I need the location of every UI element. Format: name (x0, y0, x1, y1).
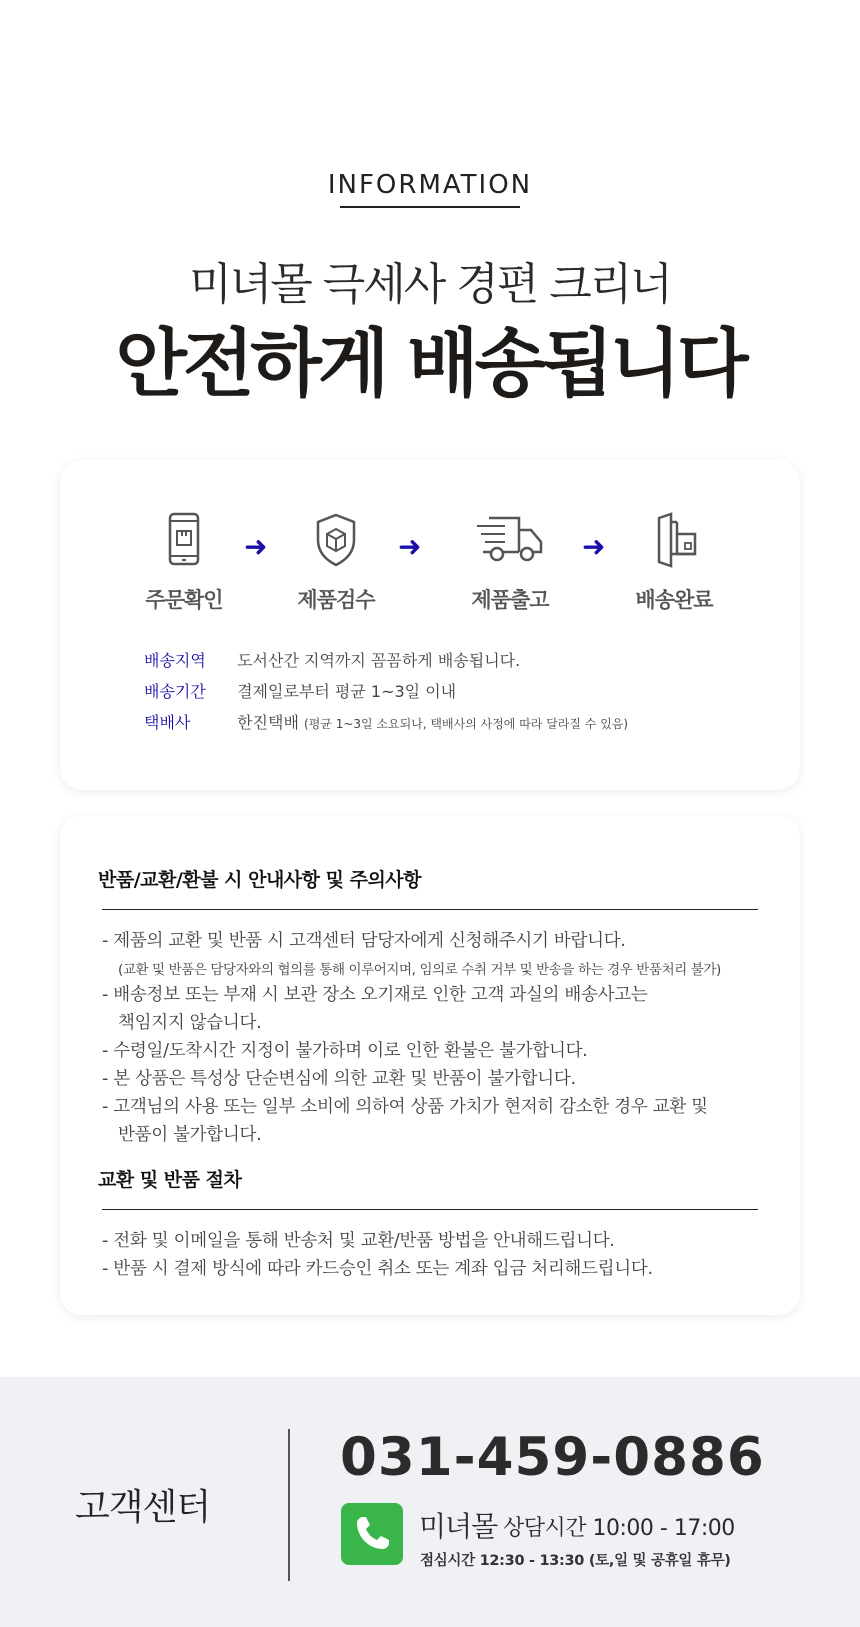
customer-center-footer (0, 1377, 860, 1627)
notice-line: 책임지지 않습니다. (118, 1013, 262, 1033)
door-box-icon (639, 512, 709, 568)
shipping-area-row (144, 648, 520, 671)
arrow-right-icon: ➜ (582, 530, 606, 563)
procedure-line: - 반품 시 결제 방식에 따라 카드승인 취소 또는 계좌 입금 처리해드립니다. (102, 1259, 653, 1279)
shipping-period-row (144, 679, 456, 702)
notice-line: - 배송정보 또는 부재 시 보관 장소 오기재로 인한 고객 과실의 배송사고는 (102, 985, 648, 1005)
arrow-right-icon: ➜ (398, 530, 422, 563)
shipping-value: 한진택배 (237, 713, 299, 732)
shipping-value: 도서산간 지역까지 꼼꼼하게 배송됩니다. (237, 651, 521, 670)
step-inspection (256, 512, 416, 614)
shipping-value: 결제일로부터 평균 1~3일 이내 (237, 682, 457, 701)
notice-line: - 수령일/도착시간 지정이 불가하며 이로 인한 환불은 불가합니다. (102, 1041, 588, 1061)
procedure-title: 교환 및 반품 절차 (98, 1169, 242, 1191)
step-label: 제품검수 (297, 588, 375, 612)
shipping-key: 택배사 (144, 713, 191, 732)
notice-line: - 제품의 교환 및 반품 시 고객센터 담당자에게 신청해주시기 바랍니다. (102, 931, 626, 951)
arrow-right-icon: ➜ (244, 530, 268, 563)
procedure-line: - 전화 및 이메일을 통해 반송처 및 교환/반품 방법을 안내해드립니다. (102, 1231, 615, 1251)
shipping-card (60, 460, 800, 790)
section-divider (102, 1209, 758, 1210)
customer-center-label: 고객센터 (75, 1487, 211, 1528)
delivery-truck-icon (473, 512, 547, 568)
lunch-hours: 점심시간 12:30 - 13:30 (토,일 및 공휴일 휴무) (420, 1553, 731, 1569)
step-order-confirm (104, 512, 264, 614)
shipping-key: 배송지역 (144, 651, 206, 670)
courier-row (144, 710, 628, 733)
mall-name: 미녀몰 (419, 1510, 498, 1543)
phone-call-icon[interactable] (341, 1503, 403, 1565)
section-divider (102, 909, 758, 910)
consult-hours: 상담시간 10:00 - 17:00 (503, 1516, 735, 1541)
sub-title: 미녀몰 극세사 경편 크리너 (189, 259, 671, 310)
info-label: INFORMATION (327, 170, 533, 200)
step-shipment (430, 512, 590, 614)
notice-subline: (교환 및 반품은 담당자와의 협의를 통해 이루어지며, 임의로 수취 거부 및 반송을 하는 경우 반품처리 불가) (118, 962, 721, 978)
shipping-key: 배송기간 (144, 682, 206, 701)
step-label: 주문확인 (145, 588, 223, 612)
shield-box-icon (301, 512, 371, 568)
main-title: 안전하게 배송됩니다 (115, 321, 745, 407)
smartphone-box-icon (149, 512, 219, 568)
step-label: 제품출고 (471, 588, 549, 612)
shipping-note: (평균 1~3일 소요되나, 택배사의 사정에 따라 달라질 수 있음) (304, 717, 629, 731)
footer-divider (288, 1429, 290, 1581)
returns-title: 반품/교환/환불 시 안내사항 및 주의사항 (98, 869, 422, 891)
step-delivered (594, 512, 754, 614)
returns-card (60, 815, 800, 1315)
step-label: 배송완료 (635, 588, 713, 612)
info-underline (340, 206, 520, 208)
phone-number[interactable]: 031-459-0886 (340, 1427, 765, 1488)
notice-line: 반품이 불가합니다. (118, 1125, 262, 1145)
notice-line: - 본 상품은 특성상 단순변심에 의한 교환 및 반품이 불가합니다. (102, 1069, 576, 1089)
notice-line: - 고객님의 사용 또는 일부 소비에 의하여 상품 가치가 현저히 감소한 경우 교환 및 (102, 1097, 708, 1117)
